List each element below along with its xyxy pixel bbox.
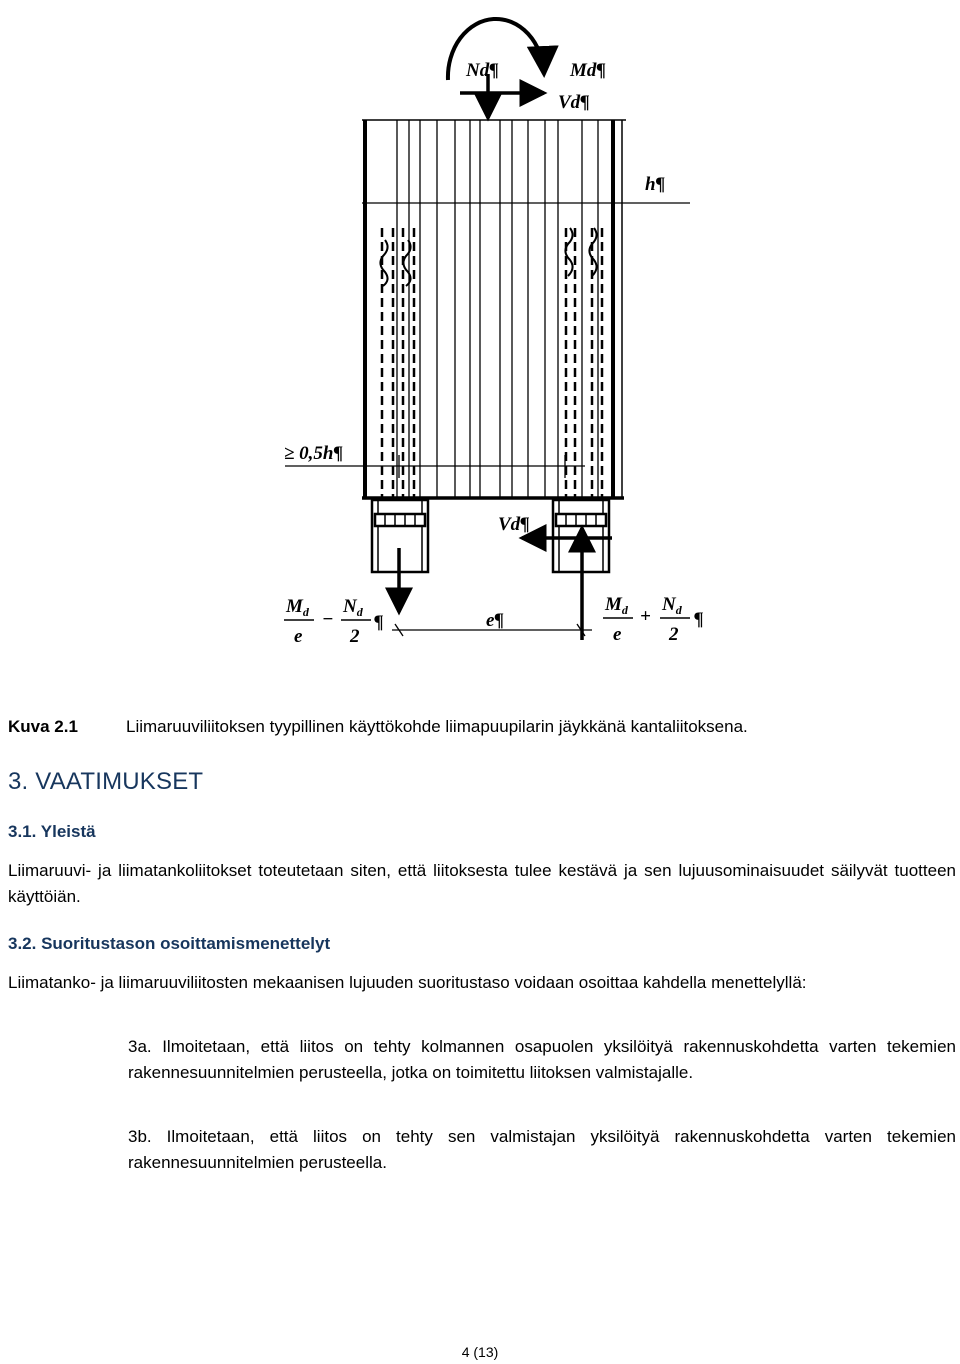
- label-vd-bottom: Vd¶: [498, 514, 530, 535]
- label-nd-top: Nd¶: [466, 60, 499, 81]
- label-md-top: Md¶: [570, 60, 606, 81]
- left-force-expression: [284, 596, 384, 647]
- svg-text:+: +: [640, 606, 651, 627]
- svg-text:Md: $M_d$: [286, 596, 309, 619]
- label-e: e¶: [486, 610, 504, 631]
- svg-text:e: e: [613, 624, 622, 645]
- section-3-1-body: Liimaruuvi- ja liimatankoliitokset toteutetaan siten, että liitoksesta tulee kestävä ja sen lujuusominaisuudet säilyvät tuotteen käyttöiän.: [8, 861, 956, 906]
- lamella-lines: [397, 120, 598, 498]
- svg-text:−: −: [322, 609, 334, 630]
- list-item-3b: 3b. Ilmoitetaan, että liitos on tehty sen valmistajan yksilöityä rakennuskohdetta varten tekemien rakennesuunnitelmien perusteella.: [128, 1127, 956, 1172]
- svg-text:2: 2: [350, 626, 360, 647]
- section-3-1-heading: 3.1. Yleistä: [8, 822, 96, 841]
- figure-caption: [8, 717, 748, 737]
- section-3-2-heading: 3.2. Suoritustason osoittamismenettelyt: [8, 934, 331, 953]
- svg-text:Nd: $N_d$: [662, 594, 682, 617]
- svg-text:e: e: [294, 626, 303, 647]
- label-min-spacing: ≥ 0,5h¶: [284, 443, 343, 464]
- figure-number: Kuva 2.1: [8, 717, 78, 736]
- list-item-3a: 3a. Ilmoitetaan, että liitos on tehty kolmannen osapuolen yksilöityä rakennuskohdetta varten tekemien rakennesuunnitelmien perusteella, jotka on toimitettu liitoksen valmistajalle.: [128, 1037, 956, 1082]
- svg-text:Nd: $N_d$: [343, 596, 363, 619]
- label-vd-top: Vd¶: [558, 92, 590, 113]
- section-3-2-body: Liimatanko- ja liimaruuviliitosten mekaanisen lujuuden suoritustaso voidaan osoittaa kahdella menettelyllä:: [8, 973, 807, 992]
- svg-text:¶: ¶: [374, 612, 384, 633]
- page-number: 4 (13): [461, 1344, 499, 1360]
- svg-text:¶: ¶: [694, 609, 704, 630]
- label-h: h¶: [645, 174, 666, 195]
- section-3-heading: 3. VAATIMUKSET: [8, 768, 204, 795]
- svg-text:Md: $M_d$: [605, 594, 628, 617]
- right-force-expression: [603, 594, 704, 645]
- svg-text:2: 2: [669, 624, 679, 645]
- figure-caption-text: Liimaruuviliitoksen tyypillinen käyttökohde liimapuupilarin jäykkänä kantaliitoksena.: [126, 717, 748, 736]
